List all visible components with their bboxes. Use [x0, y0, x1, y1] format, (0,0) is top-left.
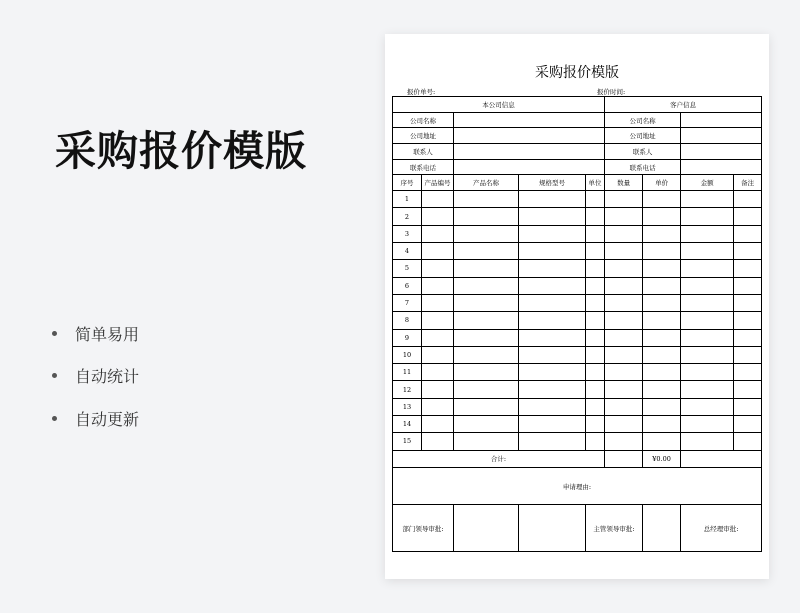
dept-approval-label: 部门领导审批:	[393, 505, 454, 552]
quote-form-table	[392, 96, 762, 552]
item-cell[interactable]	[734, 260, 762, 277]
item-cell[interactable]	[681, 329, 734, 346]
item-cell[interactable]	[586, 260, 605, 277]
item-cell[interactable]	[586, 312, 605, 329]
item-cell[interactable]	[454, 381, 519, 398]
column-header: 单位	[586, 175, 605, 191]
item-cell[interactable]	[734, 312, 762, 329]
item-cell[interactable]	[734, 225, 762, 242]
column-header: 金额	[681, 175, 734, 191]
bullet-icon	[52, 331, 57, 336]
info-row	[393, 112, 762, 128]
item-cell[interactable]	[454, 277, 519, 294]
item-cell[interactable]	[422, 381, 454, 398]
row-number: 7	[393, 294, 422, 311]
item-cell[interactable]	[681, 243, 734, 260]
item-cell[interactable]	[605, 225, 643, 242]
item-cell[interactable]	[454, 329, 519, 346]
own-info-label: 公司名称	[393, 112, 454, 128]
own-info-value[interactable]	[454, 144, 605, 160]
row-number: 9	[393, 329, 422, 346]
item-cell[interactable]	[454, 260, 519, 277]
item-cell[interactable]	[681, 433, 734, 450]
table-row	[393, 381, 762, 398]
bullet-icon	[52, 416, 57, 421]
item-cell[interactable]	[519, 243, 586, 260]
approval-empty	[519, 505, 586, 552]
own-info-label: 公司地址	[393, 128, 454, 144]
info-row	[393, 159, 762, 175]
item-cell[interactable]	[605, 294, 643, 311]
customer-info-label: 联系电话	[605, 159, 681, 175]
item-cell[interactable]	[643, 243, 681, 260]
table-row	[393, 243, 762, 260]
item-cell[interactable]	[422, 346, 454, 363]
column-header: 备注	[734, 175, 762, 191]
item-cell[interactable]	[422, 243, 454, 260]
item-cell[interactable]	[422, 208, 454, 225]
item-cell[interactable]	[454, 225, 519, 242]
customer-info-value[interactable]	[681, 112, 762, 128]
feature-item: 简单易用	[52, 312, 139, 355]
item-cell[interactable]	[519, 260, 586, 277]
table-row	[393, 277, 762, 294]
item-cell[interactable]	[454, 243, 519, 260]
item-cell[interactable]	[681, 346, 734, 363]
column-header: 产品名称	[454, 175, 519, 191]
table-row	[393, 191, 762, 208]
supervisor-approval-sign[interactable]	[643, 505, 681, 552]
item-cell[interactable]	[586, 208, 605, 225]
item-cell[interactable]	[734, 208, 762, 225]
customer-header: 客户信息	[605, 97, 762, 113]
item-cell[interactable]	[519, 294, 586, 311]
item-cell[interactable]	[643, 433, 681, 450]
feature-item: 自动更新	[52, 397, 139, 440]
row-number: 11	[393, 364, 422, 381]
own-info-label: 联系电话	[393, 159, 454, 175]
row-number: 14	[393, 415, 422, 432]
own-info-value[interactable]	[454, 128, 605, 144]
item-cell[interactable]	[681, 415, 734, 432]
item-cell[interactable]	[605, 415, 643, 432]
customer-info-label: 联系人	[605, 144, 681, 160]
table-row	[393, 364, 762, 381]
item-cell[interactable]	[681, 277, 734, 294]
item-cell[interactable]	[643, 208, 681, 225]
item-cell[interactable]	[643, 260, 681, 277]
item-cell[interactable]	[643, 415, 681, 432]
own-info-value[interactable]	[454, 159, 605, 175]
table-row	[393, 398, 762, 415]
item-cell[interactable]	[586, 364, 605, 381]
item-cell[interactable]	[734, 415, 762, 432]
item-cell[interactable]	[605, 364, 643, 381]
quote-number-label: 报价单号:	[407, 88, 436, 96]
item-cell[interactable]	[454, 433, 519, 450]
column-header: 产品编号	[422, 175, 454, 191]
quote-time-label: 报价时间:	[597, 88, 626, 96]
item-cell[interactable]	[643, 346, 681, 363]
row-number: 6	[393, 277, 422, 294]
table-row	[393, 312, 762, 329]
item-cell[interactable]	[605, 398, 643, 415]
item-cell[interactable]	[605, 346, 643, 363]
item-cell[interactable]	[422, 225, 454, 242]
item-cell[interactable]	[643, 329, 681, 346]
item-cell[interactable]	[605, 312, 643, 329]
item-cell[interactable]	[605, 433, 643, 450]
table-row	[393, 329, 762, 346]
customer-info-value[interactable]	[681, 128, 762, 144]
item-cell[interactable]	[643, 277, 681, 294]
item-cell[interactable]	[734, 364, 762, 381]
item-cell[interactable]	[681, 364, 734, 381]
item-cell[interactable]	[454, 191, 519, 208]
item-cell[interactable]	[605, 208, 643, 225]
own-info-value[interactable]	[454, 112, 605, 128]
item-cell[interactable]	[519, 225, 586, 242]
item-cell[interactable]	[643, 191, 681, 208]
item-cell[interactable]	[454, 312, 519, 329]
item-cell[interactable]	[681, 398, 734, 415]
item-cell[interactable]	[586, 433, 605, 450]
item-cell[interactable]	[422, 364, 454, 381]
item-cell[interactable]	[422, 277, 454, 294]
reason-cell[interactable]: 申请理由:	[393, 467, 762, 505]
item-cell[interactable]	[681, 191, 734, 208]
item-cell[interactable]	[734, 294, 762, 311]
column-header: 单价	[643, 175, 681, 191]
item-cell[interactable]	[681, 294, 734, 311]
item-cell[interactable]	[519, 191, 586, 208]
item-cell[interactable]	[681, 225, 734, 242]
item-cell[interactable]	[586, 191, 605, 208]
item-cell[interactable]	[681, 312, 734, 329]
item-cell[interactable]	[586, 294, 605, 311]
item-cell[interactable]	[454, 208, 519, 225]
gm-approval-label: 总经理审批:	[681, 505, 762, 552]
feature-item: 自动统计	[52, 355, 139, 398]
table-row	[393, 225, 762, 242]
row-number: 12	[393, 381, 422, 398]
total-empty	[681, 450, 762, 467]
item-cell[interactable]	[422, 415, 454, 432]
total-spacer	[605, 450, 643, 467]
row-number: 4	[393, 243, 422, 260]
item-cell[interactable]	[422, 260, 454, 277]
item-cell[interactable]	[643, 225, 681, 242]
item-cell[interactable]	[422, 294, 454, 311]
total-value: ¥0.00	[643, 450, 681, 467]
sheet-title: 采购报价模版	[535, 65, 619, 81]
column-header: 序号	[393, 175, 422, 191]
customer-info-value[interactable]	[681, 159, 762, 175]
item-cell[interactable]	[681, 260, 734, 277]
feature-list	[52, 312, 139, 440]
item-cell[interactable]	[519, 208, 586, 225]
item-cell[interactable]	[643, 364, 681, 381]
item-cell[interactable]	[519, 346, 586, 363]
customer-info-label: 公司地址	[605, 128, 681, 144]
table-row	[393, 260, 762, 277]
promo-title: 采购报价模版	[55, 127, 307, 175]
column-header: 规格型号	[519, 175, 586, 191]
table-row	[393, 346, 762, 363]
item-cell[interactable]	[734, 346, 762, 363]
item-cell[interactable]	[519, 364, 586, 381]
table-row	[393, 294, 762, 311]
item-cell[interactable]	[519, 398, 586, 415]
item-cell[interactable]	[454, 415, 519, 432]
item-cell[interactable]	[422, 433, 454, 450]
item-cell[interactable]	[454, 398, 519, 415]
column-header: 数量	[605, 175, 643, 191]
row-number: 10	[393, 346, 422, 363]
info-row	[393, 128, 762, 144]
dept-approval-sign[interactable]	[454, 505, 519, 552]
item-cell[interactable]	[643, 294, 681, 311]
item-cell[interactable]	[422, 329, 454, 346]
item-cell[interactable]	[734, 243, 762, 260]
item-cell[interactable]	[734, 277, 762, 294]
item-cell[interactable]	[734, 381, 762, 398]
item-cell[interactable]	[519, 277, 586, 294]
item-cell[interactable]	[643, 381, 681, 398]
own-info-label: 联系人	[393, 144, 454, 160]
row-number: 2	[393, 208, 422, 225]
row-number: 3	[393, 225, 422, 242]
item-cell[interactable]	[586, 243, 605, 260]
item-cell[interactable]	[605, 381, 643, 398]
item-cell[interactable]	[586, 415, 605, 432]
row-number: 15	[393, 433, 422, 450]
customer-info-label: 公司名称	[605, 112, 681, 128]
supervisor-approval-label: 主管领导审批:	[586, 505, 643, 552]
item-cell[interactable]	[605, 329, 643, 346]
table-row	[393, 433, 762, 450]
item-cell[interactable]	[586, 381, 605, 398]
item-cell[interactable]	[586, 346, 605, 363]
item-cell[interactable]	[605, 277, 643, 294]
item-cell[interactable]	[454, 346, 519, 363]
row-number: 1	[393, 191, 422, 208]
own-company-header: 本公司信息	[393, 97, 605, 113]
item-cell[interactable]	[586, 277, 605, 294]
row-number: 8	[393, 312, 422, 329]
item-cell[interactable]	[643, 398, 681, 415]
item-cell[interactable]	[605, 191, 643, 208]
item-cell[interactable]	[643, 312, 681, 329]
quote-sheet-preview	[385, 34, 769, 579]
item-cell[interactable]	[519, 433, 586, 450]
item-cell[interactable]	[734, 398, 762, 415]
item-cell[interactable]	[422, 191, 454, 208]
item-cell[interactable]	[681, 381, 734, 398]
total-label: 合计:	[393, 450, 605, 467]
table-row	[393, 208, 762, 225]
item-cell[interactable]	[734, 329, 762, 346]
item-cell[interactable]	[586, 329, 605, 346]
item-cell[interactable]	[586, 225, 605, 242]
row-number: 5	[393, 260, 422, 277]
item-cell[interactable]	[519, 415, 586, 432]
item-cell[interactable]	[605, 260, 643, 277]
item-cell[interactable]	[586, 398, 605, 415]
item-cell[interactable]	[422, 398, 454, 415]
item-cell[interactable]	[519, 312, 586, 329]
item-cell[interactable]	[681, 208, 734, 225]
item-cell[interactable]	[422, 312, 454, 329]
info-row	[393, 144, 762, 160]
item-cell[interactable]	[734, 191, 762, 208]
item-cell[interactable]	[605, 243, 643, 260]
customer-info-value[interactable]	[681, 144, 762, 160]
item-cell[interactable]	[519, 329, 586, 346]
item-cell[interactable]	[454, 364, 519, 381]
item-cell[interactable]	[519, 381, 586, 398]
table-row	[393, 415, 762, 432]
bullet-icon	[52, 373, 57, 378]
item-cell[interactable]	[734, 433, 762, 450]
item-cell[interactable]	[454, 294, 519, 311]
row-number: 13	[393, 398, 422, 415]
